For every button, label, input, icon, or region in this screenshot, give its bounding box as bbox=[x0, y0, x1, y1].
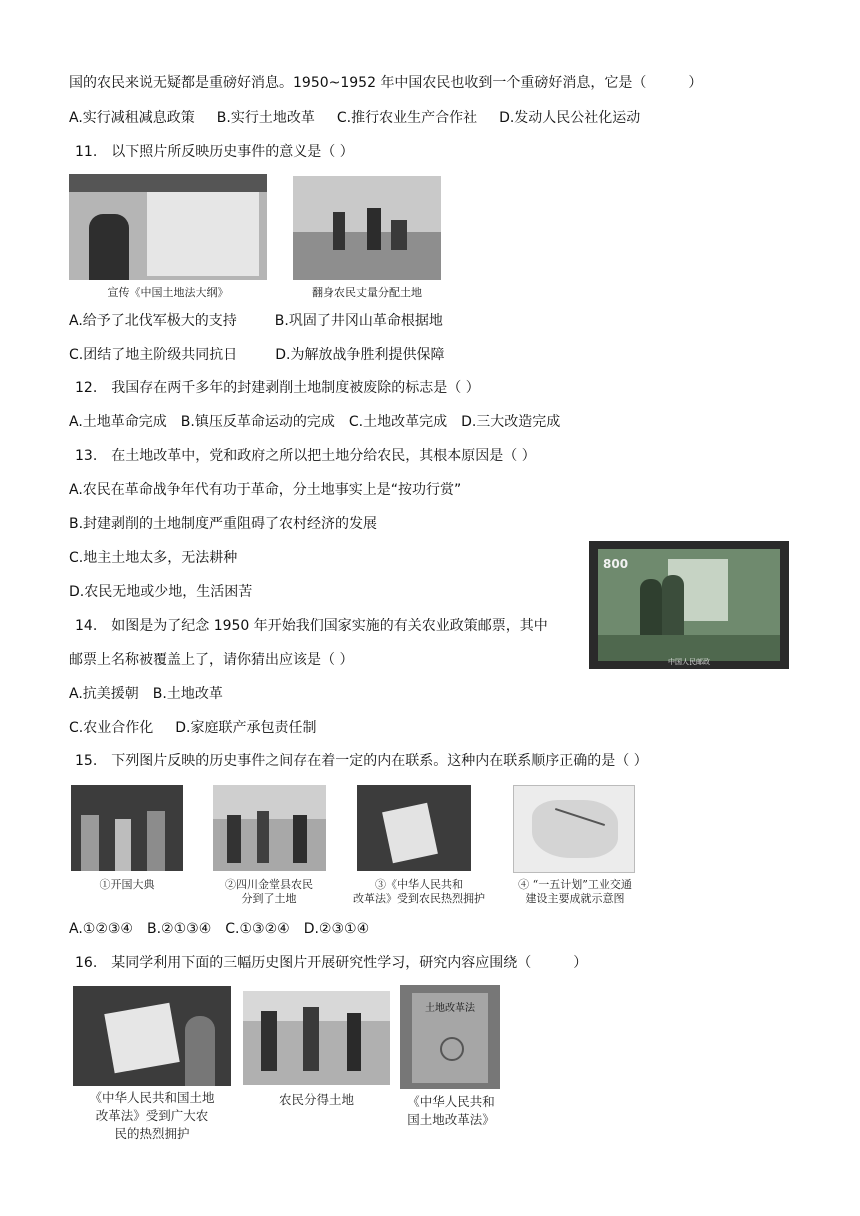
q15-options bbox=[69, 919, 391, 939]
q16-photo-law-supported bbox=[73, 986, 231, 1086]
q12-option-b[interactable]: B.镇压反革命运动的完成 bbox=[180, 414, 335, 430]
q16-stem: 16. 某同学利用下面的三幅历史图片开展研究性学习，研究内容应围绕（ ） bbox=[75, 955, 588, 971]
q15-caption-4 bbox=[500, 878, 650, 906]
q14-option-c[interactable]: C.农业合作化 bbox=[69, 720, 154, 736]
q11-stem: 11. 以下照片所反映历史事件的意义是（ ） bbox=[75, 144, 354, 160]
q13-option-b[interactable]: B.封建剥削的土地制度严重阻碍了农村经济的发展 bbox=[69, 516, 378, 532]
q10-option-d[interactable]: D.发动人民公社化运动 bbox=[499, 110, 641, 126]
q11-option-d[interactable]: D.为解放战争胜利提供保障 bbox=[275, 347, 445, 363]
q13-stem: 13. 在土地改革中，党和政府之所以把土地分给农民，其根本原因是（ ） bbox=[75, 448, 536, 464]
q15-caption-2-line2: 分到了土地 bbox=[241, 892, 297, 905]
q16-caption-2 bbox=[243, 1091, 390, 1109]
q16-caption-3-line1: 《中华人民共和 bbox=[407, 1094, 495, 1109]
q15-option-a[interactable]: A.①②③④ bbox=[69, 921, 133, 937]
q16-caption-1-line1: 《中华人民共和国土地 bbox=[89, 1090, 215, 1105]
q16-photo-land-reform-law-book bbox=[400, 985, 500, 1089]
q13-option-d[interactable]: D.农民无地或少地，生活困苦 bbox=[69, 584, 253, 600]
q16-caption-1-line2: 改革法》受到广大农 bbox=[95, 1108, 209, 1123]
q15-photo-land-reform-law bbox=[357, 785, 471, 871]
q14-option-d[interactable]: D.家庭联产承包责任制 bbox=[175, 720, 317, 736]
q15-photo-five-year-plan-map bbox=[513, 785, 635, 873]
q14-option-a[interactable]: A.抗美援朝 bbox=[69, 686, 139, 702]
q16-caption-3-line2: 国土地改革法》 bbox=[407, 1112, 495, 1127]
q14-options-row1 bbox=[69, 684, 223, 704]
q14-option-b[interactable]: B.土地改革 bbox=[152, 686, 223, 702]
q11-option-b[interactable]: B.巩固了井冈山革命根据地 bbox=[274, 313, 443, 329]
stamp-value: 800 bbox=[603, 557, 629, 571]
q16-caption-1 bbox=[66, 1089, 238, 1143]
q12-option-a[interactable]: A.土地革命完成 bbox=[69, 414, 167, 430]
q16-caption-1-line3: 民的热烈拥护 bbox=[114, 1126, 190, 1141]
q10-option-a[interactable]: A.实行减租减息政策 bbox=[69, 110, 195, 126]
q16-caption-2-line1: 农民分得土地 bbox=[278, 1092, 354, 1107]
q15-option-b[interactable]: B.②①③④ bbox=[146, 921, 212, 937]
q11-photo-land-law-poster bbox=[69, 174, 267, 280]
intro-line: 国的农民来说无疑都是重磅好消息。1950~1952 年中国农民也收到一个重磅好消息，它是（ ） bbox=[69, 75, 703, 91]
q12-options bbox=[69, 412, 582, 432]
q14-stem-line2: 邮票上名称被覆盖上了，请你猜出应该是（ ） bbox=[69, 652, 354, 668]
q11-options-row2 bbox=[69, 345, 444, 365]
q15-option-d[interactable]: D.②③①④ bbox=[303, 921, 370, 937]
q10-option-b[interactable]: B.实行土地改革 bbox=[216, 110, 315, 126]
q15-caption-3 bbox=[344, 878, 494, 906]
q14-options-row2 bbox=[69, 718, 316, 738]
q16-caption-3 bbox=[388, 1093, 514, 1129]
q15-caption-4-line1: ④ “一五计划”工业交通 bbox=[518, 878, 632, 891]
q12-option-d[interactable]: D.三大改造完成 bbox=[461, 414, 561, 430]
q15-caption-1-line1: ①开国大典 bbox=[99, 878, 155, 891]
q11-photo-farmers-measuring-land bbox=[293, 176, 441, 280]
q14-stem-line1: 14. 如图是为了纪念 1950 年开始我们国家实施的有关农业政策邮票，其中 bbox=[75, 618, 548, 634]
q13-option-c[interactable]: C.地主土地太多，无法耕种 bbox=[69, 550, 238, 566]
q15-caption-4-line2: 建设主要成就示意图 bbox=[525, 892, 625, 905]
q15-caption-1 bbox=[66, 878, 188, 892]
q15-caption-3-line2: 改革法》受到农民热烈拥护 bbox=[353, 892, 485, 905]
q12-stem: 12. 我国存在两千多年的封建剥削土地制度被废除的标志是（ ） bbox=[75, 380, 480, 396]
q15-photo-sichuan-farmers bbox=[213, 785, 326, 871]
q10-option-c[interactable]: C.推行农业生产合作社 bbox=[336, 110, 478, 126]
stamp-country: 中国人民邮政 bbox=[668, 658, 710, 666]
q15-caption-2-line1: ②四川金堂县农民 bbox=[225, 878, 313, 891]
q12-option-c[interactable]: C.土地改革完成 bbox=[348, 414, 448, 430]
q15-option-c[interactable]: C.①③②④ bbox=[225, 921, 290, 937]
q15-caption-2 bbox=[205, 878, 333, 906]
q10-options bbox=[69, 108, 662, 128]
q15-stem: 15. 下列图片反映的历史事件之间存在着一定的内在联系。这种内在联系顺序正确的是（ ） bbox=[75, 753, 648, 769]
q15-photo-founding-ceremony bbox=[71, 785, 183, 871]
q14-stamp-image bbox=[589, 541, 789, 669]
q15-caption-3-line1: ③《中华人民共和 bbox=[375, 878, 463, 891]
book-title: 土地改革法 bbox=[425, 1003, 475, 1014]
q13-option-a[interactable]: A.农民在革命战争年代有功于革命，分土地事实上是“按功行赏” bbox=[69, 482, 462, 498]
q11-caption-1: 宣传《中国土地法大纲》 bbox=[107, 286, 229, 299]
q11-options-row1 bbox=[69, 311, 443, 331]
q16-photo-farmers-get-land bbox=[243, 991, 390, 1085]
q11-caption-2: 翻身农民丈量分配土地 bbox=[312, 286, 422, 299]
q11-option-c[interactable]: C.团结了地主阶级共同抗日 bbox=[69, 347, 238, 363]
q11-option-a[interactable]: A.给予了北伐军极大的支持 bbox=[69, 313, 237, 329]
